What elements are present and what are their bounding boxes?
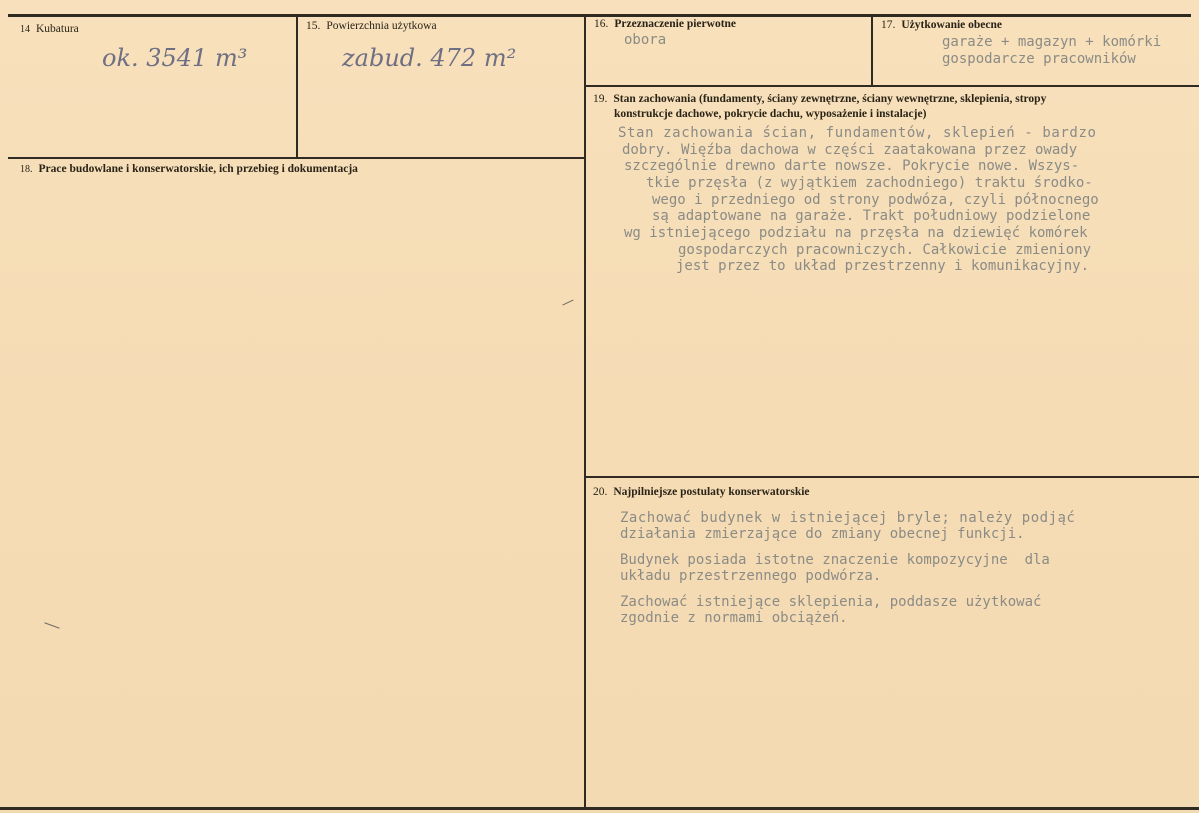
section-16-number: 16.: [594, 18, 609, 30]
section-19-line-2: dobry. Więźba dachowa w części zaatakowana przez owady: [622, 142, 1078, 158]
section-17-label: [881, 18, 1002, 33]
section-19-line-4: tkie przęsła (z wyjątkiem zachodniego) traktu środko-: [646, 175, 1093, 191]
section-15-number: 15.: [306, 20, 321, 32]
section-19-line-1: Stan zachowania ścian, fundamentów, sklepień - bardzo: [618, 125, 1097, 141]
section-19-line-6: są adaptowane na garaże. Trakt południowy podzielone: [652, 208, 1091, 224]
section-19-label: [593, 92, 1046, 122]
section-20-label: [593, 485, 810, 500]
section-19-line-9: jest przez to układ przestrzenny i komunikacyjny.: [676, 258, 1090, 274]
section-19-title-line-1: 19. Stan zachowania (fundamenty, ściany zewnętrzne, ściany wewnętrzne, sklepienia, stropy: [593, 93, 1047, 105]
pencil-mark-1: [562, 300, 573, 306]
section-18-number: 18.: [20, 164, 33, 175]
section-20-title: Najpilniejsze postulaty konserwatorskie: [613, 486, 810, 498]
section-19-line-5: wego i przedniego od strony podwóza, czyli północnego: [652, 192, 1099, 208]
section-18-label: [20, 162, 358, 177]
section-17-line-1: garaże + magazyn + komórki: [942, 34, 1162, 50]
section-16-value: obora: [624, 32, 667, 48]
section-20-paragraph-2-line-2: układu przestrzennego podwórza.: [620, 568, 882, 584]
section-16-label: [594, 17, 736, 32]
section-19-number: 19.: [593, 93, 608, 105]
section-19-line-3: szczególnie drewno darte nowsze. Pokrycie nowe. Wszys-: [624, 158, 1080, 174]
section-20-paragraph-1-line-2: działania zmierzające do zmiany obecnej funkcji.: [620, 526, 1025, 542]
section-20-paragraph-2-line-1: Budynek posiada istotne znaczenie kompozycyjne dla: [620, 552, 1050, 568]
divider-row1-right: [585, 85, 1199, 87]
section-15-label: [306, 19, 437, 34]
divider-row1-left: [8, 157, 585, 159]
section-18-title: Prace budowlane i konserwatorskie, ich przebieg i dokumentacja: [38, 163, 358, 175]
section-16-title: Przeznaczenie pierwotne: [614, 18, 737, 30]
section-14-title: Kubatura: [36, 23, 79, 35]
section-19-title-line-2: konstrukcje dachowe, pokrycie dachu, wyposażenie i instalacje): [614, 108, 927, 120]
section-20-paragraph-1-line-1: Zachować budynek w istniejącej bryle; należy podjąć: [620, 510, 1076, 526]
pencil-mark-2: [44, 622, 59, 628]
section-17-title: Użytkowanie obecne: [901, 19, 1002, 31]
bottom-border: [0, 807, 1199, 810]
divider-19-20: [585, 476, 1199, 478]
section-19-line-7: wg istniejącego podziału na przęsła na dziewięć komórek: [624, 225, 1088, 241]
section-17-line-2: gospodarcze pracowników: [942, 51, 1136, 67]
divider-14-15: [296, 15, 298, 158]
section-15-value: zabud. 472 m²: [342, 44, 517, 72]
section-20-number: 20.: [593, 486, 608, 498]
divider-16-17: [871, 15, 873, 85]
section-19-line-8: gospodarczych pracowniczych. Całkowicie zmieniony: [678, 242, 1092, 258]
section-14-value: ok. 3541 m³: [102, 44, 248, 72]
section-17-number: 17.: [881, 19, 896, 31]
section-15-title: Powierzchnia użytkowa: [326, 20, 437, 32]
divider-left-right: [584, 15, 586, 810]
section-14-label: [20, 22, 79, 37]
section-14-number: 14: [20, 24, 30, 35]
section-20-paragraph-3-line-1: Zachować istniejące sklepienia, poddasze użytkować: [620, 594, 1042, 610]
section-20-paragraph-3-line-2: zgodnie z normami obciążeń.: [620, 610, 848, 626]
